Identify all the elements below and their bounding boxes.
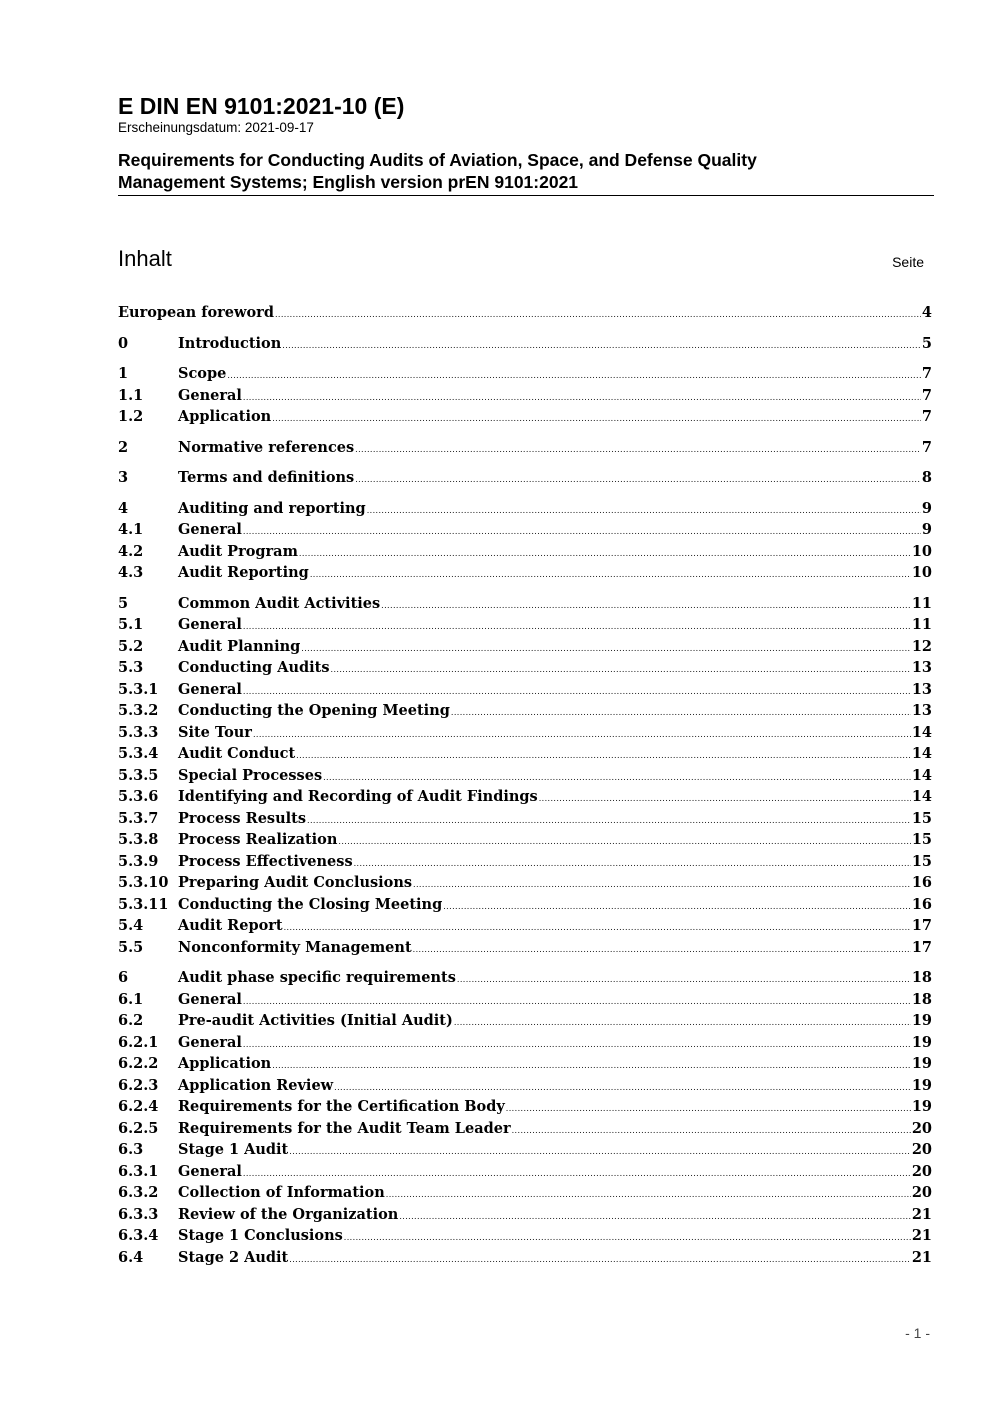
toc-entry-number: 5.3.1 [118,680,159,698]
toc-entry[interactable] [118,743,932,765]
toc-entry[interactable] [118,1096,932,1118]
toc-entry[interactable] [118,562,932,584]
toc-entry-number: 5.3.11 [118,895,169,913]
toc-entry-number: 6.2 [118,1012,144,1029]
toc-entry-page: 17 [911,917,932,934]
toc-entry-page: 10 [911,542,932,560]
toc-entry-page: 13 [911,702,932,719]
toc-entry-page: 13 [911,680,932,698]
toc-entry-title: General [178,1033,242,1051]
toc-entry[interactable] [118,519,932,541]
toc-dot-leader [381,595,911,617]
toc-entry-page: 20 [911,1141,932,1158]
toc-group [118,363,932,428]
toc-entry[interactable] [118,498,932,520]
toc-entry-title: Common Audit Activities [178,594,381,612]
table-of-contents [118,302,932,1277]
toc-entry-number: 6.2.4 [118,1098,159,1115]
toc-entry-number: 1.2 [118,408,144,425]
document-title [118,149,934,196]
toc-entry-title: Conducting the Closing Meeting [178,895,443,913]
toc-entry-page: 16 [911,874,932,891]
toc-entry[interactable] [118,1204,932,1226]
toc-entry[interactable] [118,1247,932,1269]
toc-entry[interactable] [118,541,932,563]
toc-entry-title: Application [178,1055,272,1072]
toc-entry-title: Stage 1 Audit [178,1141,289,1158]
toc-dot-leader [289,1249,911,1271]
toc-entry[interactable] [118,851,932,873]
toc-entry-page: 18 [911,969,932,986]
toc-entry-title: Audit Planning [178,637,301,655]
toc-dot-leader [275,304,921,326]
toc-entry-title: Terms and definitions [178,469,355,486]
toc-entry-number: 5.2 [118,637,144,655]
toc-entry-number: 5.3 [118,659,144,676]
toc-entry[interactable] [118,636,932,658]
toc-entry[interactable] [118,808,932,830]
toc-entry-title: General [178,386,242,404]
toc-heading-row [118,246,924,276]
toc-dot-leader [243,521,921,543]
toc-dot-leader [344,1227,911,1249]
toc-entry-number: 6.3.1 [118,1162,159,1180]
toc-dot-leader [282,335,921,357]
toc-entry[interactable] [118,786,932,808]
toc-dot-leader [284,917,911,939]
toc-entry[interactable] [118,679,932,701]
toc-entry-number: 5.3.9 [118,852,159,870]
toc-dot-leader [272,1055,911,1077]
toc-entry-title: Requirements for the Certification Body [178,1098,505,1115]
toc-entry-number: 5.3.6 [118,788,159,805]
toc-entry[interactable] [118,593,932,615]
toc-entry-title: European foreword [118,304,274,321]
toc-entry-page: 19 [911,1076,932,1094]
toc-entry-title: Audit Report [178,917,283,934]
toc-entry[interactable] [118,765,932,787]
toc-entry-number: 6.3 [118,1141,144,1158]
toc-entry[interactable] [118,385,932,407]
toc-entry-page: 18 [911,990,932,1008]
toc-entry-page: 20 [911,1162,932,1180]
toc-entry-page: 15 [911,852,932,870]
toc-dot-leader [272,408,921,430]
toc-group [118,498,932,584]
toc-group [118,467,932,489]
toc-group [118,593,932,959]
toc-entry-page: 19 [911,1012,932,1029]
toc-dot-leader [307,810,911,832]
toc-dot-leader [413,874,911,896]
toc-entry-title: Conducting Audits [178,659,330,676]
toc-entry[interactable] [118,657,932,679]
toc-dot-leader [539,788,911,810]
toc-group [118,437,932,459]
toc-entry-page: 17 [911,938,932,956]
toc-entry-number: 5 [118,594,129,612]
toc-entry-number: 4.3 [118,564,144,581]
toc-entry-number: 6.3.4 [118,1227,159,1244]
toc-entry[interactable] [118,872,932,894]
toc-dot-leader [457,969,911,991]
toc-entry[interactable] [118,406,932,428]
toc-entry-page: 7 [921,386,932,404]
toc-entry-page: 11 [911,594,932,612]
toc-dot-leader [367,500,921,522]
toc-entry-title: Process Effectiveness [178,852,353,870]
toc-entry-number: 5.3.8 [118,831,159,848]
toc-entry-title: Identifying and Recording of Audit Findings [178,788,538,805]
toc-entry-number: 6.2.5 [118,1119,159,1137]
toc-dot-leader [289,1141,911,1163]
toc-entry-title: General [178,521,242,538]
toc-entry-page: 8 [921,469,932,486]
toc-entry-title: Requirements for the Audit Team Leader [178,1119,511,1137]
toc-dot-leader [227,365,921,387]
toc-entry-title: Process Results [178,809,306,827]
document-id: E DIN EN 9101:2021-10 (E) [118,93,405,119]
toc-entry-number: 4 [118,499,129,517]
toc-dot-leader [243,681,911,703]
toc-entry-page: 13 [911,659,932,676]
toc-dot-leader [355,469,921,491]
toc-entry[interactable] [118,437,932,459]
toc-dot-leader [296,745,911,767]
toc-group [118,967,932,1268]
toc-entry-page: 10 [911,564,932,581]
toc-entry[interactable] [118,894,932,916]
toc-entry-title: Scope [178,365,227,382]
toc-entry-number: 4.2 [118,542,144,560]
toc-entry[interactable] [118,967,932,989]
toc-entry-title: Collection of Information [178,1184,385,1201]
toc-entry[interactable] [118,915,932,937]
toc-entry-title: General [178,616,242,633]
document-header [118,92,934,196]
toc-entry-title: Audit phase specific requirements [178,969,456,986]
toc-dot-leader [334,1077,911,1099]
toc-entry-page: 12 [911,637,932,655]
toc-dot-leader [386,1184,911,1206]
toc-dot-leader [243,387,921,409]
toc-entry-page: 20 [911,1119,932,1137]
toc-entry-number: 2 [118,438,129,456]
toc-entry-number: 6.2.2 [118,1055,159,1072]
toc-entry-title: General [178,1162,242,1180]
toc-entry-number: 6.3.3 [118,1205,159,1223]
toc-entry[interactable] [118,333,932,355]
toc-entry-title: Audit Conduct [178,745,296,762]
toc-entry-title: Pre-audit Activities (Initial Audit) [178,1012,453,1029]
toc-dot-leader [331,659,911,681]
toc-dot-leader [413,939,911,961]
toc-entry-number: 5.3.10 [118,874,169,891]
page-number: - 1 - [905,1325,930,1341]
toc-entry-number: 6.1 [118,990,144,1008]
toc-page-label: Seite [892,254,924,270]
toc-entry-page: 7 [921,365,932,382]
toc-entry-number: 6 [118,969,129,986]
toc-entry-page: 14 [911,745,932,762]
toc-entry-page: 19 [911,1055,932,1072]
toc-entry-number: 5.3.5 [118,766,159,784]
toc-entry-title: Auditing and reporting [178,499,366,517]
toc-dot-leader [323,767,911,789]
toc-entry-page: 20 [911,1184,932,1201]
toc-entry-page: 9 [921,521,932,538]
toc-entry[interactable] [118,1182,932,1204]
toc-entry-title: Stage 2 Audit [178,1248,289,1266]
toc-entry-number: 3 [118,469,129,486]
toc-entry[interactable] [118,1118,932,1140]
toc-entry-page: 19 [911,1033,932,1051]
document-title-line-1: Requirements for Conducting Audits of Aviation, Space, and Defense Quality [118,150,757,170]
toc-entry-page: 21 [911,1205,932,1223]
toc-entry-page: 19 [911,1098,932,1115]
toc-entry-number: 6.2.3 [118,1076,159,1094]
toc-entry[interactable] [118,937,932,959]
toc-entry-number: 5.4 [118,917,144,934]
toc-entry-title: Audit Reporting [178,564,309,581]
toc-entry[interactable] [118,467,932,489]
toc-dot-leader [506,1098,911,1120]
toc-entry-number: 6.4 [118,1248,144,1266]
publication-date: Erscheinungsdatum: 2021-09-17 [118,120,314,135]
toc-dot-leader [301,638,911,660]
toc-entry-page: 15 [911,831,932,848]
toc-entry-page: 15 [911,809,932,827]
toc-entry-title: General [178,680,242,698]
toc-entry-number: 5.3.7 [118,809,159,827]
toc-entry-title: Conducting the Opening Meeting [178,702,450,719]
toc-entry-page: 21 [911,1227,932,1244]
toc-entry[interactable] [118,1032,932,1054]
toc-entry-page: 5 [921,334,932,352]
toc-entry[interactable] [118,302,932,324]
document-title-line-2: Management Systems; English version prEN 9101:2021 [118,172,579,192]
toc-entry-number: 5.1 [118,616,144,633]
toc-entry-title: General [178,990,242,1008]
toc-group [118,302,932,324]
toc-entry-title: Preparing Audit Conclusions [178,874,413,891]
toc-dot-leader [253,724,911,746]
toc-entry-page: 21 [911,1248,932,1266]
toc-entry-page: 4 [921,304,932,321]
toc-entry[interactable] [118,1075,932,1097]
toc-entry-page: 7 [921,438,932,456]
toc-entry-page: 7 [921,408,932,425]
toc-entry-page: 9 [921,499,932,517]
toc-dot-leader [512,1120,911,1142]
toc-entry-number: 6.3.2 [118,1184,159,1201]
toc-entry[interactable] [118,1010,932,1032]
toc-entry[interactable] [118,989,932,1011]
toc-entry[interactable] [118,700,932,722]
toc-entry-title: Stage 1 Conclusions [178,1227,343,1244]
toc-entry[interactable] [118,829,932,851]
toc-entry-title: Review of the Organization [178,1205,399,1223]
toc-dot-leader [443,896,911,918]
toc-entry-title: Introduction [178,334,282,352]
toc-dot-leader [399,1206,910,1228]
toc-dot-leader [243,616,911,638]
toc-entry[interactable] [118,614,932,636]
toc-entry-number: 5.3.4 [118,745,159,762]
toc-entry-title: Application [178,408,272,425]
toc-entry-page: 14 [911,766,932,784]
toc-entry-title: Special Processes [178,766,323,784]
toc-entry-number: 5.3.2 [118,702,159,719]
toc-dot-leader [338,831,910,853]
toc-entry-title: Normative references [178,438,355,456]
toc-entry-title: Nonconformity Management [178,938,412,956]
toc-entry-number: 1 [118,365,129,382]
toc-entry-title: Process Realization [178,831,338,848]
toc-dot-leader [310,564,911,586]
toc-entry[interactable] [118,1139,932,1161]
toc-entry-page: 11 [911,616,932,633]
toc-dot-leader [354,853,911,875]
toc-dot-leader [454,1012,911,1034]
toc-group [118,333,932,355]
toc-dot-leader [243,1163,911,1185]
toc-entry[interactable] [118,1053,932,1075]
toc-heading: Inhalt [118,246,172,271]
toc-entry-title: Application Review [178,1076,334,1094]
toc-entry-number: 4.1 [118,521,144,538]
toc-dot-leader [451,702,911,724]
toc-entry-number: 0 [118,334,129,352]
toc-dot-leader [355,439,921,461]
toc-entry-number: 6.2.1 [118,1033,159,1051]
toc-entry-page: 14 [911,788,932,805]
toc-entry-number: 5.5 [118,938,144,956]
toc-entry[interactable] [118,1225,932,1247]
toc-entry-number: 1.1 [118,386,144,404]
toc-entry[interactable] [118,363,932,385]
toc-dot-leader [243,991,911,1013]
toc-dot-leader [299,543,911,565]
toc-entry-page: 16 [911,895,932,913]
toc-entry[interactable] [118,1161,932,1183]
toc-entry[interactable] [118,722,932,744]
toc-entry-title: Audit Program [178,542,298,560]
toc-entry-title: Site Tour [178,723,252,741]
toc-dot-leader [243,1034,911,1056]
toc-entry-page: 14 [911,723,932,741]
toc-entry-number: 5.3.3 [118,723,159,741]
